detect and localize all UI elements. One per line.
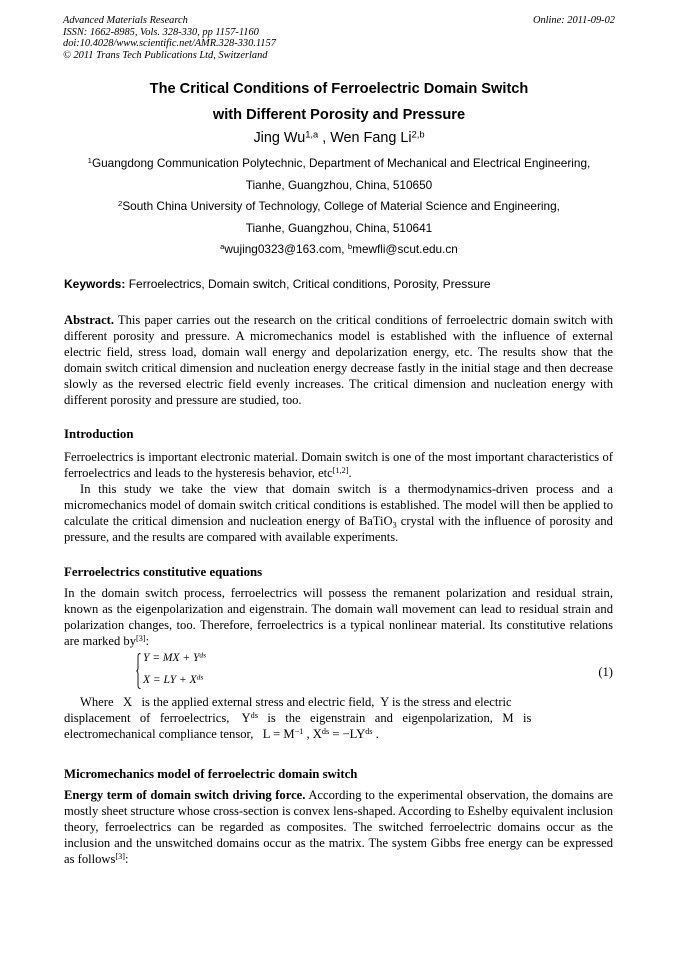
constitutive-heading: Ferroelectrics constitutive equations (64, 565, 263, 579)
where3-text-d: . (372, 726, 379, 741)
eq1-line2-text: X = LY + X (143, 674, 197, 686)
author-1-affil: 1,a (305, 129, 319, 140)
eq1-line1-sup: ds (199, 650, 207, 660)
micromechanics-body (64, 788, 613, 868)
journal-header (63, 15, 276, 61)
where-line-1: Where X is the applied external stress and electric field, Y is the stress and electric (80, 695, 512, 709)
micromechanics-p1-end: : (124, 851, 129, 866)
introduction-heading: Introduction (64, 427, 134, 441)
intro-paragraph-2 (64, 482, 613, 546)
introduction-body (64, 450, 613, 545)
micromechanics-heading: Micromechanics model of ferroelectric domain switch (64, 767, 358, 781)
affiliation-2-line2: Tianhe, Guangzhou, China, 510641 (245, 221, 433, 235)
paper-title-line2: with Different Porosity and Pressure (212, 107, 466, 123)
equation-1-line-2 (143, 674, 203, 686)
affiliation-1-line1 (0, 156, 678, 170)
affiliation-2-line1 (0, 199, 678, 213)
abstract (64, 313, 613, 408)
affiliation-1-line2: Tianhe, Guangzhou, China, 510650 (245, 178, 433, 192)
email-a: wujing0323@163.com, (224, 242, 348, 256)
affil-1-mark: 1 (87, 156, 92, 166)
affil-2-mark: 2 (118, 199, 123, 209)
where3-sup2: ds (321, 726, 330, 736)
constitutive-p1-text: In the domain switch process, ferroelectrics will possess the remanent polarization and residual strain, known as the eigenpolarization and eigenstrain. The domain wall movement can lead to residual strain and polarization changes, too. Therefore, ferroelectrics is a typical nonlinear material. Its constitutive relations are marked by (64, 586, 613, 648)
where3-text-a: electromechanical compliance tensor, L = M (64, 726, 295, 741)
eq1-line2-sup: ds (196, 672, 204, 682)
where3-sup3: ds (365, 726, 373, 736)
equation-1-line-1 (143, 652, 206, 664)
online-date: Online: 2011-09-02 (532, 15, 615, 26)
keywords-text: Ferroelectrics, Domain switch, Critical conditions, Porosity, Pressure (125, 277, 491, 291)
email-b-mark: b (347, 242, 353, 252)
author-1: Jing Wu (253, 130, 306, 146)
email-b: mewfli@scut.edu.cn (352, 242, 458, 256)
intro-p2-subscript: 3 (392, 520, 397, 530)
micromechanics-lead: Energy term of domain switch driving force. (64, 788, 306, 802)
paper-title-line1: The Critical Conditions of Ferroelectric Domain Switch (149, 81, 529, 97)
equation-explanation (64, 695, 613, 743)
journal-name: Advanced Materials Research (63, 15, 188, 26)
where2-text-b: is the eigenstrain and eigenpolarization, M is (257, 710, 532, 725)
constitutive-p1-end: : (145, 633, 150, 648)
abstract-text: This paper carries out the research on the critical conditions of ferroelectric domain switch with different porosity and pressure. A micromechanics model is established with the influence of external electric field, stress load, domain wall energy and depolarization energy, etc. The results show that the domain switch critical dimension and nucleation energy decrease fastly in the initial stage and then decrease slowly as the reversed electric field evenly increases. The critical dimension and nucleation energy with different porosity and pressure are studied, too. (64, 313, 613, 407)
intro-p2-text-a: In this study we take the view that domain switch is a thermodynamics-driven process and a micromechanics model of domain switch critical conditions is established. The model will then be applied to calculate the critical dimension and nucleation energy of BaTiO (64, 481, 613, 528)
where2-sup: ds (250, 710, 258, 720)
abstract-label: Abstract. (64, 313, 115, 327)
intro-p1-citation: [1,2] (332, 465, 349, 475)
equation-brace (136, 653, 141, 689)
where2-text-a: displacement of ferroelectrics, Y (64, 710, 251, 725)
eq1-line1-text: Y = MX + Y (143, 652, 200, 664)
author-2-affil: 2,b (411, 129, 425, 140)
author-2: Wen Fang Li (330, 130, 412, 146)
equation-number: (1) (598, 665, 613, 679)
affil-2-text: South China University of Technology, College of Material Science and Engineering, (122, 199, 560, 213)
intro-p2-text-b: crystal with the influence of porosity and pressure, and the results are compared with available experiments. (64, 513, 613, 544)
email-a-mark: a (220, 242, 225, 252)
doi-line: doi:10.4028/www.scientific.net/AMR.328-330.1157 (63, 38, 276, 50)
intro-p1-end: . (348, 465, 352, 480)
affil-1-text: Guangdong Communication Polytechnic, Department of Mechanical and Electrical Engineering, (91, 156, 591, 170)
abstract-paragraph (64, 313, 613, 408)
constitutive-body (64, 586, 613, 650)
micromechanics-citation: [3] (115, 851, 125, 861)
author-separator: , (318, 130, 331, 146)
where3-text-b: , X (303, 726, 322, 741)
micromechanics-p1-text: According to the experimental observation, the domains are mostly sheet structure whose cross-section is convex lens-shaped. According to Eshelby equivalent inclusion theory, ferroelectrics can be regarded as composites. The switched ferroelectric domains occur as the inclusion and the unswitched domains occur as the matrix. The system Gibbs free energy can be expressed as follows (64, 788, 613, 866)
author-emails (0, 242, 678, 256)
where-line-3 (64, 727, 613, 743)
where3-text-c: = −LY (329, 726, 366, 741)
where-line-2 (64, 711, 613, 727)
micromechanics-paragraph (64, 788, 613, 868)
keywords-label: Keywords: (64, 277, 126, 291)
constitutive-citation: [3] (136, 633, 146, 643)
copyright-line: © 2011 Trans Tech Publications Ltd, Switzerland (63, 49, 268, 61)
issn-line: ISSN: 1662-8985, Vols. 328-330, pp 1157-1160 (63, 26, 259, 38)
keywords (64, 277, 613, 291)
where3-sup1: −1 (294, 726, 304, 736)
constitutive-paragraph (64, 586, 613, 650)
intro-paragraph-1 (64, 450, 613, 482)
intro-p1-text: Ferroelectrics is important electronic material. Domain switch is one of the most important characteristics of ferroelectrics and leads to the hysteresis behavior, etc (64, 450, 613, 480)
author-list (0, 130, 678, 146)
